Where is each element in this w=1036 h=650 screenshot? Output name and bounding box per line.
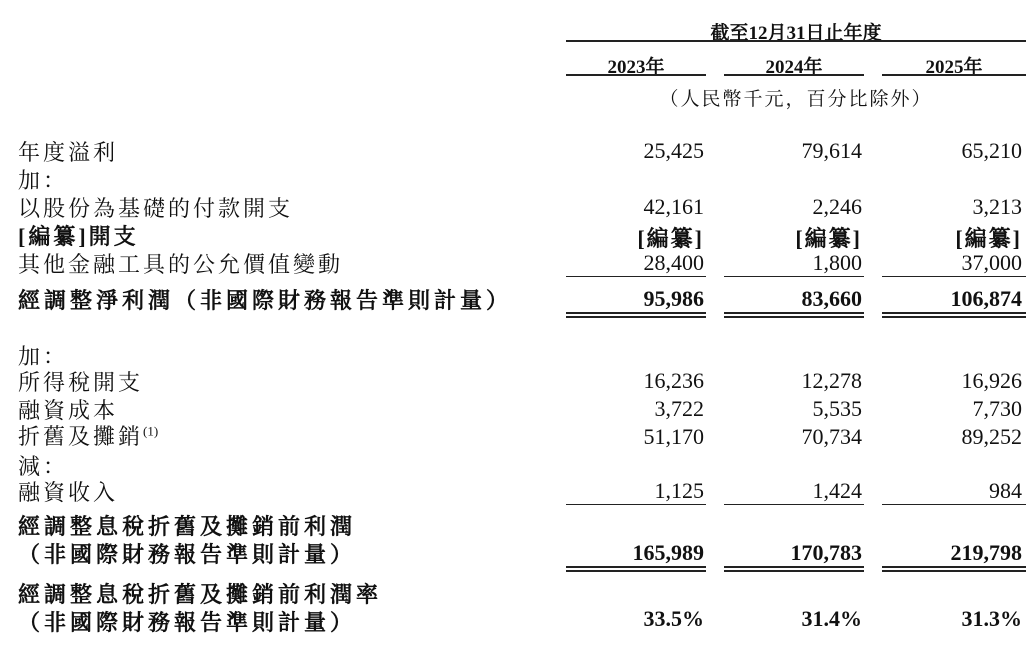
row-label-adjusted-ebitda-margin-note: （非國際財務報告準則計量） [18,610,357,635]
total-rule-top-2025 [882,312,1026,314]
value-fvchange-2023: 28,400 [643,250,704,275]
period-header: 截至12月31日止年度 [710,23,882,44]
value-redacted-2025: [編纂] [955,226,1022,251]
value-adjnet-2023: 95,986 [643,286,704,311]
value-sbc-2025: 3,213 [972,194,1022,219]
unit-note: （人民幣千元，百分比除外） [659,89,933,110]
value-fincost-2025: 7,730 [972,396,1022,421]
total-rule-top-2023 [566,312,706,314]
row-label-redacted-expense: [編纂]開支 [18,224,139,249]
year-rule-2023 [566,74,706,76]
year-header-2023: 2023年 [607,57,665,78]
da-label-text: 折舊及攤銷 [18,424,144,449]
value-fininc-2025: 984 [989,478,1022,503]
subtotal-rule-2023 [566,276,706,277]
row-label-finance-income: 融資收入 [18,480,119,505]
value-margin-2025: 31.3% [961,606,1022,631]
total-rule-2-top-2023 [566,566,706,568]
total-rule-top-2024 [724,312,864,314]
year-rule-2025 [882,74,1026,76]
row-label-adjusted-ebitda-margin: 經調整息稅折舊及攤銷前利潤率 [18,582,383,607]
value-profit-2023: 25,425 [643,138,704,163]
year-header-2025: 2025年 [925,57,983,78]
row-label-finance-cost: 融資成本 [18,398,119,423]
total-rule-2-bottom-2025 [882,570,1026,572]
value-ebitda-2024: 170,783 [790,540,862,565]
value-tax-2023: 16,236 [643,368,704,393]
year-rule-2024 [724,74,864,76]
value-sbc-2024: 2,246 [812,194,862,219]
row-label-add-2: 加： [18,344,69,369]
row-label-adjusted-ebitda: 經調整息稅折舊及攤銷前利潤 [18,514,357,539]
row-label-share-based-payment: 以股份為基礎的付款開支 [18,196,294,221]
value-da-2024: 70,734 [801,424,862,449]
value-da-2025: 89,252 [961,424,1022,449]
value-sbc-2023: 42,161 [643,194,704,219]
value-adjnet-2025: 106,874 [950,286,1022,311]
total-rule-bottom-2025 [882,316,1026,318]
value-ebitda-2025: 219,798 [950,540,1022,565]
row-label-adjusted-net-profit: 經調整淨利潤（非國際財務報告準則計量） [18,288,513,313]
subtotal-rule-2024 [724,276,864,277]
da-footnote-marker: (1) [143,423,159,439]
row-label-income-tax: 所得稅開支 [18,370,144,395]
value-profit-2024: 79,614 [801,138,862,163]
value-tax-2024: 12,278 [801,368,862,393]
total-rule-2-top-2025 [882,566,1026,568]
value-redacted-2023: [編纂] [637,226,704,251]
value-ebitda-2023: 165,989 [632,540,704,565]
total-rule-2-top-2024 [724,566,864,568]
total-rule-bottom-2024 [724,316,864,318]
total-rule-2-bottom-2024 [724,570,864,572]
value-fininc-2024: 1,424 [812,478,862,503]
value-fvchange-2025: 37,000 [961,250,1022,275]
value-margin-2024: 31.4% [801,606,862,631]
value-fincost-2023: 3,722 [654,396,704,421]
value-fincost-2024: 5,535 [812,396,862,421]
row-label-less: 減： [18,454,69,479]
subtotal-rule-2025 [882,276,1026,277]
value-fvchange-2024: 1,800 [812,250,862,275]
value-da-2023: 51,170 [643,424,704,449]
period-rule [566,40,1026,42]
row-label-profit: 年度溢利 [18,140,119,165]
subtotal-rule-2-2025 [882,504,1026,505]
value-adjnet-2024: 83,660 [801,286,862,311]
row-label-adjusted-ebitda-note: （非國際財務報告準則計量） [18,542,357,567]
value-fininc-2023: 1,125 [654,478,704,503]
subtotal-rule-2-2023 [566,504,706,505]
value-tax-2025: 16,926 [961,368,1022,393]
row-label-depreciation-amortization [18,420,158,451]
row-label-add-1: 加： [18,168,69,193]
value-profit-2025: 65,210 [961,138,1022,163]
total-rule-bottom-2023 [566,316,706,318]
value-margin-2023: 33.5% [643,606,704,631]
year-header-2024: 2024年 [765,57,823,78]
value-redacted-2024: [編纂] [795,226,862,251]
total-rule-2-bottom-2023 [566,570,706,572]
row-label-fair-value-change: 其他金融工具的公允價值變動 [18,252,344,277]
subtotal-rule-2-2024 [724,504,864,505]
